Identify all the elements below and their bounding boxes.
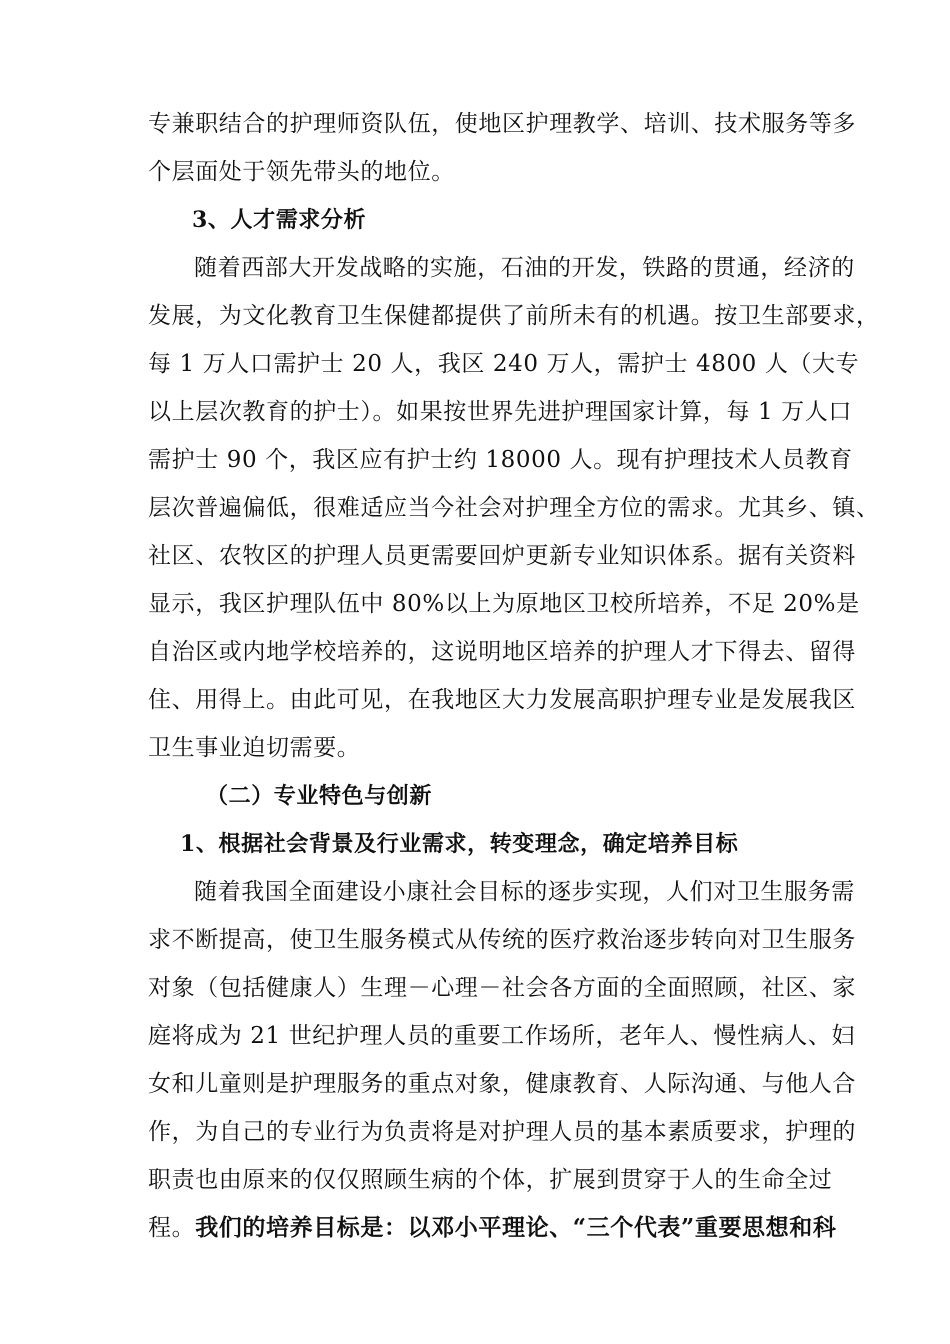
paragraph-line: 卫生事业迫切需要。 [148, 735, 361, 761]
paragraph-line: 求不断提高，使卫生服务模式从传统的医疗救治逐步转向对卫生服务 [148, 927, 856, 953]
section-heading-features: （二）专业特色与创新 [206, 783, 433, 809]
section-heading-talent-demand: 3、人才需求分析 [192, 207, 367, 233]
paragraph-line: 对象（包括健康人）生理－心理－社会各方面的全面照顾，社区、家 [148, 975, 856, 1001]
document-body [148, 100, 880, 1252]
subsection-heading-training-goal: 1、根据社会背景及行业需求，转变理念，确定培养目标 [180, 831, 739, 857]
paragraph-line: 随着西部大开发战略的实施，石油的开发，铁路的贯通，经济的 [194, 255, 855, 281]
paragraph-line: 作，为自己的专业行为负责将是对护理人员的基本素质要求，护理的 [148, 1119, 856, 1145]
paragraph-line: 住、用得上。由此可见，在我地区大力发展高职护理专业是发展我区 [148, 687, 856, 713]
paragraph-line: 专兼职结合的护理师资队伍，使地区护理教学、培训、技术服务等多 [148, 111, 856, 137]
paragraph-line: 层次普遍偏低，很难适应当今社会对护理全方位的需求。尤其乡、镇、 [148, 495, 880, 521]
paragraph-line: 需护士 90 个，我区应有护士约 18000 人。现有护理技术人员教育 [148, 447, 853, 473]
paragraph-line: 庭将成为 21 世纪护理人员的重要工作场所，老年人、慢性病人、妇 [148, 1023, 856, 1049]
paragraph-text: 程。 [148, 1215, 196, 1241]
paragraph-line: 自治区或内地学校培养的，这说明地区培养的护理人才下得去、留得 [148, 639, 856, 665]
paragraph-line: 个层面处于领先带头的地位。 [148, 159, 455, 185]
paragraph-line: 发展，为文化教育卫生保健都提供了前所未有的机遇。按卫生部要求， [148, 303, 880, 329]
paragraph-line-mixed [148, 1204, 837, 1252]
paragraph-line: 职责也由原来的仅仅照顾生病的个体，扩展到贯穿于人的生命全过 [148, 1167, 833, 1193]
paragraph-line: 女和儿童则是护理服务的重点对象，健康教育、人际沟通、与他人合 [148, 1071, 856, 1097]
training-goal-statement: 我们的培养目标是：以邓小平理论、“三个代表”重要思想和科 [195, 1214, 837, 1241]
paragraph-line: 每 1 万人口需护士 20 人，我区 240 万人，需护士 4800 人（大专 [148, 351, 860, 377]
paragraph-line: 以上层次教育的护士）。如果按世界先进护理国家计算，每 1 万人口 [148, 399, 852, 425]
paragraph-line: 显示，我区护理队伍中 80%以上为原地区卫校所培养，不足 20%是 [148, 591, 860, 617]
paragraph-line: 社区、农牧区的护理人员更需要回炉更新专业知识体系。据有关资料 [148, 543, 856, 569]
paragraph-line: 随着我国全面建设小康社会目标的逐步实现，人们对卫生服务需 [194, 879, 855, 905]
